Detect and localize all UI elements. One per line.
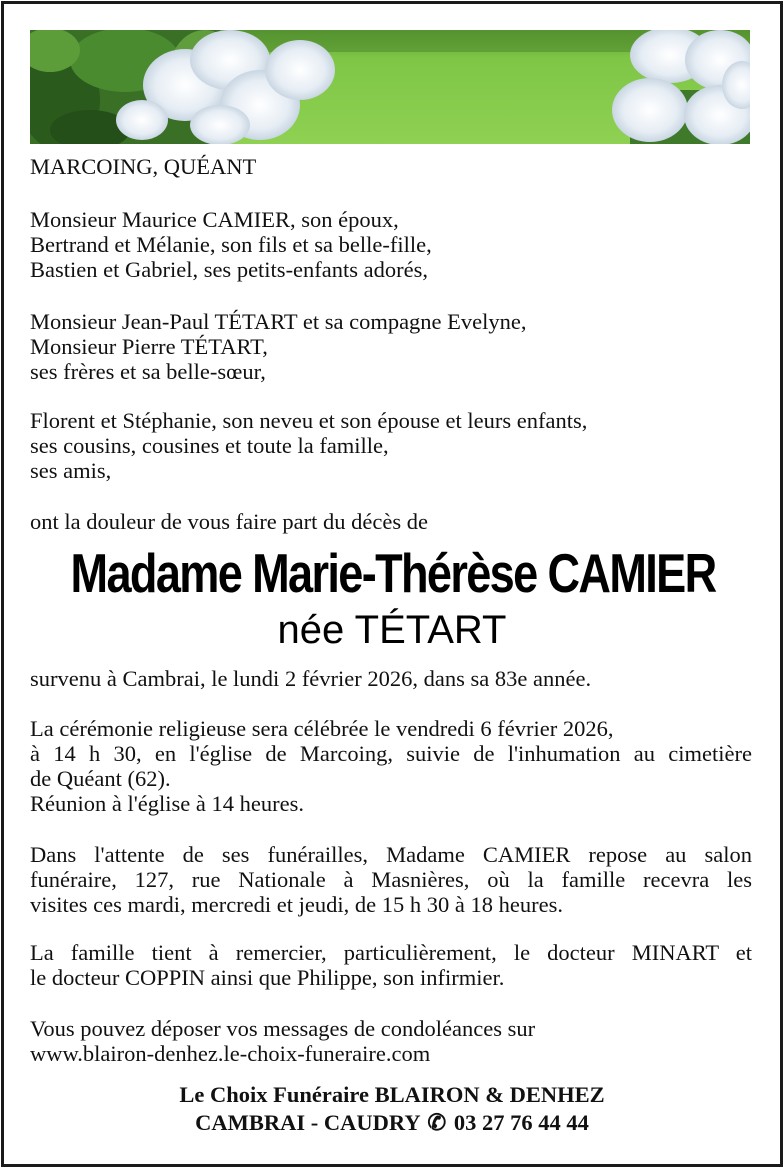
death-info-text: survenu à Cambrai, le lundi 2 février 2026, dans sa 83e année. — [30, 666, 592, 691]
ceremony-details — [30, 716, 752, 816]
announcement-text: ont la douleur de vous faire part du décès de — [30, 509, 428, 534]
company-cities: CAMBRAI - CAUDRY — [195, 1110, 420, 1135]
company-contact — [0, 1109, 784, 1137]
family-line: Monsieur Pierre TÉTART, — [30, 334, 268, 359]
family-group — [30, 309, 752, 384]
family-group — [30, 408, 752, 483]
family-line: Monsieur Maurice CAMIER, son époux, — [30, 207, 399, 232]
condolences-line: Vous pouvez déposer vos messages de condoléances sur — [30, 1016, 536, 1041]
announcement — [30, 509, 752, 534]
family-line: Bastien et Gabriel, ses petits-enfants adorés, — [30, 257, 429, 282]
family-line: Bertrand et Mélanie, son fils et sa belle-fille, — [30, 232, 432, 257]
company-phone[interactable]: 03 27 76 44 44 — [453, 1110, 589, 1135]
condolences — [30, 1016, 752, 1066]
telephone-icon: ✆ — [427, 1110, 447, 1135]
family-group — [30, 207, 752, 282]
funeral-home-details — [30, 842, 752, 917]
ceremony-line: Réunion à l'église à 14 heures. — [30, 791, 304, 816]
family-line: Monsieur Jean-Paul TÉTART et sa compagne Evelyne, — [30, 309, 527, 334]
funeral-home-line: funéraire, 127, rue Nationale à Masnières, où la famille recevra les — [30, 867, 752, 892]
funeral-home-line: visites ces mardi, mercredi et jeudi, de 15 h 30 à 18 heures. — [30, 892, 563, 917]
location — [30, 154, 752, 179]
deceased-birth-name: née TÉTART — [277, 608, 507, 652]
deceased-name: Madame Marie-Thérèse CAMIER — [70, 542, 716, 604]
ceremony-line: La cérémonie religieuse sera célébrée le vendredi 6 février 2026, — [30, 716, 614, 741]
location-text: MARCOING, QUÉANT — [30, 154, 257, 179]
funeral-home-line: Dans l'attente de ses funérailles, Madame CAMIER repose au salon — [30, 842, 752, 867]
header-banner — [30, 30, 750, 144]
ceremony-line: de Quéant (62). — [30, 766, 171, 791]
ceremony-line: à 14 h 30, en l'église de Marcoing, suivie de l'inhumation au cimetière — [30, 741, 752, 766]
thanks-line: le docteur COPPIN ainsi que Philippe, son infirmier. — [30, 965, 505, 990]
family-line: ses frères et sa belle-sœur, — [30, 359, 266, 384]
hydrangea-banner-image — [30, 30, 750, 144]
family-line: ses amis, — [30, 458, 112, 483]
funeral-company: Le Choix Funéraire BLAIRON & DENHEZ — [179, 1082, 605, 1107]
condolences-link[interactable]: www.blairon-denhez.le-choix-funeraire.com — [30, 1041, 431, 1066]
thanks-line: La famille tient à remercier, particulièrement, le docteur MINART et — [30, 940, 752, 965]
family-line: Florent et Stéphanie, son neveu et son épouse et leurs enfants, — [30, 408, 588, 433]
death-info — [30, 666, 752, 691]
family-line: ses cousins, cousines et toute la famille, — [30, 433, 389, 458]
thanks — [30, 940, 752, 990]
